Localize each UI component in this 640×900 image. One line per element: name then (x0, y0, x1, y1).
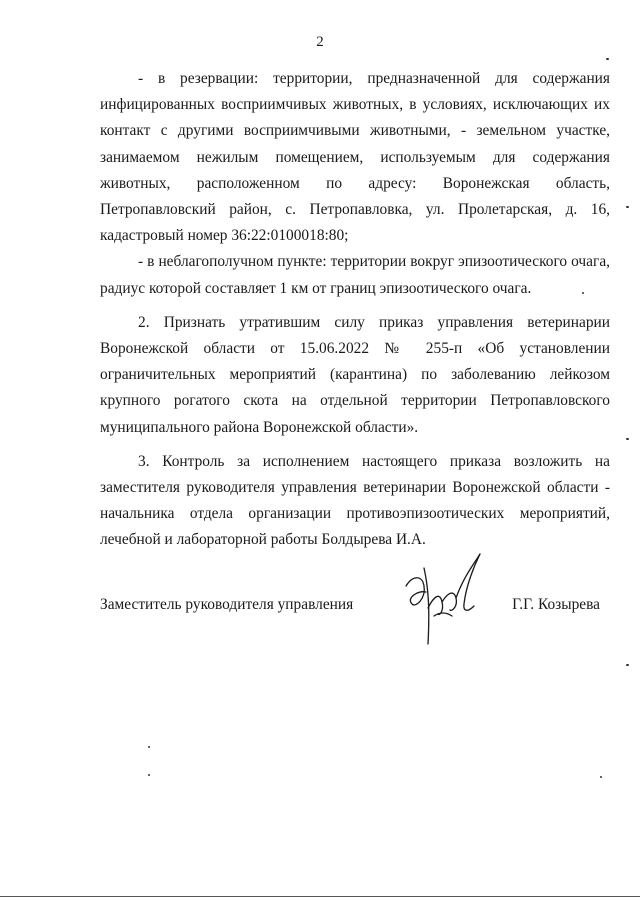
signatory-title: Заместитель руководителя управления (100, 596, 354, 613)
scan-speck (582, 292, 584, 294)
scan-speck (626, 438, 629, 440)
handwritten-signature (394, 546, 494, 656)
paragraph-item-3: 3. Контроль за исполнением настоящего приказа возложить на заместителя руководителя управления ветеринарии Воронежской области - начальника отдела организации противоэпизоотических мероприятий, лечебной и лабораторной работы Болдырева И.А. (100, 452, 610, 549)
paragraph-reservation: - в резервации: территории, предназначенной для содержания инфицированных восприимчивых животных, в условиях, исключающих их контакт с другими восприимчивыми животными, - земельном участке, занимаемом нежилым помещением, используемым для содержания животных, расположенном по адресу: Воронежская область, Петропавловский район, с. Петропавловка, ул. Пролетарская, д. 16, кадастровый номер 36:22:0100018:80; (100, 70, 610, 245)
signatory-name: Г.Г. Козырева (512, 596, 600, 613)
scan-speck (606, 58, 609, 60)
scan-speck (148, 746, 150, 748)
page-number: 2 (316, 34, 324, 50)
document-body (100, 66, 610, 554)
scan-speck (148, 774, 150, 776)
scan-speck (626, 206, 629, 208)
scan-edge-line (0, 896, 640, 897)
scan-speck (626, 664, 629, 666)
paragraph-unsafe-point: - в неблагополучном пункте: территории вокруг эпизоотического очага, радиус которой составляет 1 км от границ эпизоотического очага. (100, 253, 610, 297)
paragraph-item-2: 2. Признать утратившим силу приказ управления ветеринарии Воронежской области от 15.06.2022 № 255-п «Об установлении ограничительных мероприятий (карантина) по заболеванию лейкозом крупного рогатого скота на отдельной территории Петропавловского муниципального района Воронежской области». (100, 313, 610, 436)
scan-speck (600, 776, 602, 778)
signature-block (100, 590, 610, 650)
